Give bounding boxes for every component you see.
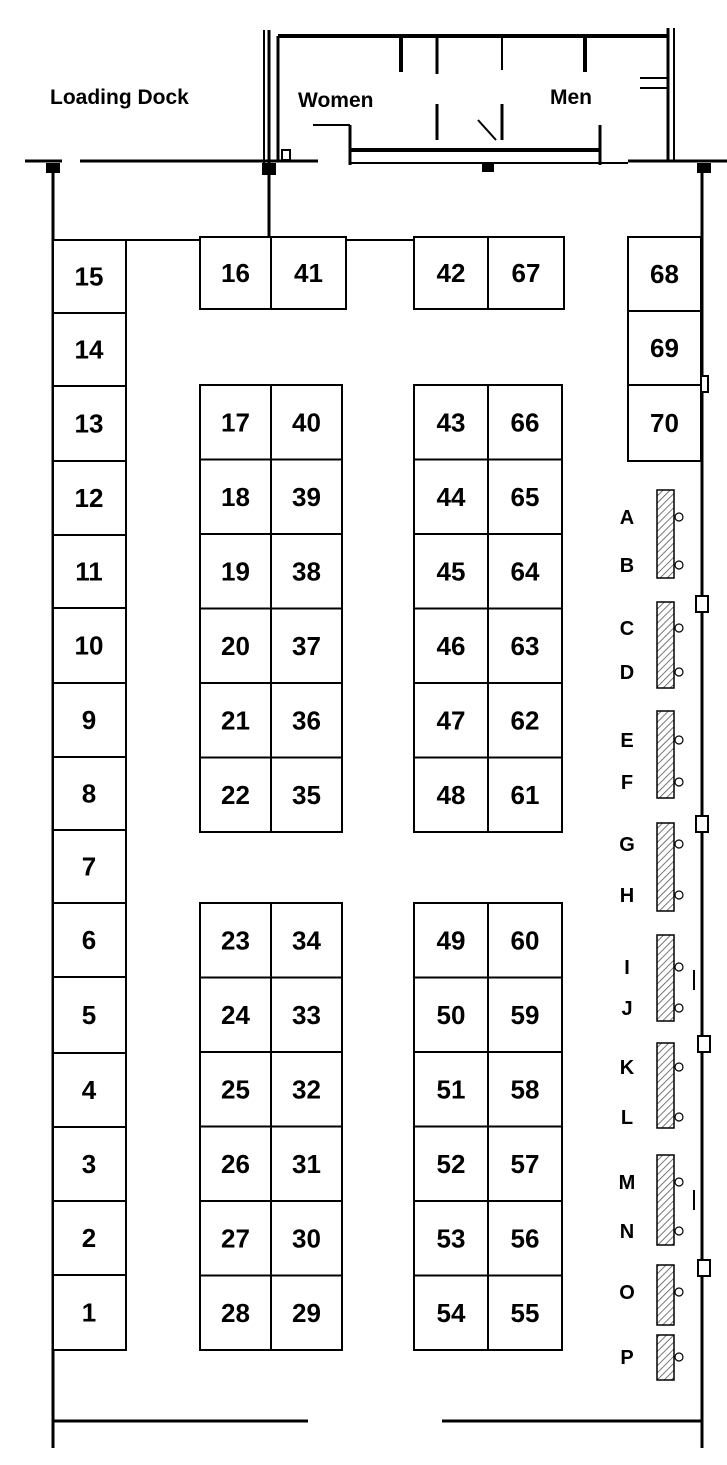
table-block <box>657 1265 674 1325</box>
men-restroom-label: Men <box>550 86 592 109</box>
booth-number: 16 <box>221 258 250 288</box>
table-block <box>657 1335 674 1380</box>
booth-number: 59 <box>510 999 540 1030</box>
booth[interactable] <box>414 237 488 309</box>
booth[interactable] <box>200 903 271 978</box>
booth-number: 61 <box>510 779 540 810</box>
table-label[interactable]: B <box>619 555 635 577</box>
table-label[interactable]: K <box>619 1057 635 1079</box>
chair-icon <box>675 668 683 676</box>
booth-number: 54 <box>436 1297 466 1328</box>
booth-number: 27 <box>221 1223 250 1254</box>
booth-number: 25 <box>221 1074 250 1105</box>
booth[interactable] <box>488 1201 562 1276</box>
booth-number: 64 <box>510 556 540 587</box>
table-label[interactable]: A <box>619 507 635 529</box>
booth[interactable] <box>271 1276 342 1351</box>
chair-icon <box>675 1063 683 1071</box>
booth[interactable] <box>271 978 342 1053</box>
booth-number: 6 <box>81 925 97 955</box>
table-label[interactable]: O <box>619 1282 635 1304</box>
booth-number: 5 <box>81 1000 97 1030</box>
booth[interactable] <box>271 534 342 609</box>
table-label[interactable]: C <box>619 618 635 640</box>
table-label[interactable]: F <box>620 772 634 794</box>
booth[interactable] <box>271 460 342 535</box>
booth-number: 13 <box>74 408 104 439</box>
booth[interactable] <box>414 1276 488 1351</box>
booth[interactable] <box>53 461 126 535</box>
booth[interactable] <box>414 683 488 758</box>
chair-icon <box>675 1113 683 1121</box>
booth[interactable] <box>488 237 564 309</box>
booth[interactable] <box>488 460 562 535</box>
booth[interactable] <box>53 535 126 608</box>
booth-number: 51 <box>436 1074 466 1105</box>
chair-icon <box>675 561 683 569</box>
booth[interactable] <box>200 237 271 309</box>
booth[interactable] <box>488 903 562 978</box>
booths <box>53 237 701 1350</box>
booth-number: 2 <box>81 1223 97 1253</box>
booth[interactable] <box>53 1127 126 1201</box>
chair-icon <box>675 1178 683 1186</box>
booth[interactable] <box>200 1201 271 1276</box>
booth[interactable] <box>53 757 126 830</box>
booth-number: 60 <box>510 925 540 956</box>
booth-number: 23 <box>221 925 250 956</box>
booth[interactable] <box>414 758 488 833</box>
booth-number: 28 <box>221 1297 250 1328</box>
table-label[interactable]: P <box>620 1347 634 1369</box>
booth-number: 24 <box>221 999 250 1030</box>
booth-number: 36 <box>292 705 321 736</box>
booth-number: 34 <box>292 925 321 956</box>
booth[interactable] <box>271 903 342 978</box>
booth[interactable] <box>488 385 562 460</box>
chair-icon <box>675 963 683 971</box>
booth-number: 67 <box>511 258 541 288</box>
booth-number: 21 <box>221 705 250 736</box>
table-block <box>657 823 674 911</box>
tables <box>619 490 683 1380</box>
booth[interactable] <box>414 1201 488 1276</box>
booth[interactable] <box>200 460 271 535</box>
booth[interactable] <box>414 903 488 978</box>
chair-icon <box>675 778 683 786</box>
booth-number: 50 <box>436 999 466 1030</box>
booth[interactable] <box>488 609 562 684</box>
booth[interactable] <box>53 903 126 977</box>
booth-number: 17 <box>221 407 250 438</box>
booth-number: 31 <box>292 1148 321 1179</box>
booth[interactable] <box>414 385 488 460</box>
chair-icon <box>675 1004 683 1012</box>
booth-number: 48 <box>436 779 466 810</box>
booth[interactable] <box>200 534 271 609</box>
booth-number: 57 <box>510 1148 540 1179</box>
booth-number: 10 <box>74 630 104 661</box>
booth[interactable] <box>200 1127 271 1202</box>
booth[interactable] <box>414 1052 488 1127</box>
booth-number: 53 <box>436 1223 466 1254</box>
booth-number: 62 <box>510 705 540 736</box>
booth[interactable] <box>53 608 126 683</box>
booth[interactable] <box>488 758 562 833</box>
booth[interactable] <box>488 1052 562 1127</box>
chair-icon <box>675 624 683 632</box>
table-label[interactable]: E <box>620 730 634 752</box>
booth[interactable] <box>271 609 342 684</box>
booth[interactable] <box>200 683 271 758</box>
booth-number: 43 <box>436 407 466 438</box>
booth-number: 45 <box>436 556 466 587</box>
booth[interactable] <box>53 830 126 903</box>
booth-number: 3 <box>81 1149 97 1179</box>
booth[interactable] <box>628 237 701 311</box>
booth[interactable] <box>628 311 701 385</box>
table-label[interactable]: N <box>619 1221 635 1243</box>
booth-number: 19 <box>221 556 250 587</box>
booth-number: 15 <box>74 261 104 292</box>
booth[interactable] <box>53 1201 126 1275</box>
table-block <box>657 602 674 688</box>
chair-icon <box>675 513 683 521</box>
booth-number: 39 <box>292 481 321 512</box>
booth[interactable] <box>271 758 342 833</box>
booth-number: 29 <box>292 1297 321 1328</box>
booth[interactable] <box>53 240 126 313</box>
booth[interactable] <box>53 386 126 461</box>
booth[interactable] <box>53 683 126 757</box>
table-label[interactable]: H <box>619 885 635 907</box>
booth[interactable] <box>488 1276 562 1351</box>
booth[interactable] <box>271 683 342 758</box>
booth-number: 35 <box>292 779 321 810</box>
booth-number: 46 <box>436 630 466 661</box>
booth-number: 63 <box>510 630 540 661</box>
chair-icon <box>675 1353 683 1361</box>
booth-number: 41 <box>294 258 323 288</box>
booth-number: 40 <box>292 407 321 438</box>
booth-number: 30 <box>292 1223 321 1254</box>
booth[interactable] <box>53 977 126 1053</box>
booth-number: 18 <box>221 481 250 512</box>
booth-number: 20 <box>221 630 250 661</box>
table-block <box>657 490 674 578</box>
table-label[interactable]: D <box>619 662 635 684</box>
booth[interactable] <box>271 1052 342 1127</box>
table-block <box>657 1043 674 1128</box>
booth-number: 44 <box>436 481 466 512</box>
booth-number: 52 <box>436 1148 466 1179</box>
booth-number: 37 <box>292 630 321 661</box>
booth-number: 22 <box>221 779 250 810</box>
booth[interactable] <box>628 385 701 461</box>
table-label[interactable]: J <box>621 998 633 1020</box>
booth[interactable] <box>488 534 562 609</box>
chair-icon <box>675 736 683 744</box>
booth-number: 8 <box>81 778 97 809</box>
booth[interactable] <box>414 609 488 684</box>
booth-number: 47 <box>436 705 466 736</box>
booth[interactable] <box>488 683 562 758</box>
booth-number: 69 <box>650 333 679 363</box>
booth-number: 70 <box>650 408 679 438</box>
booth-number: 49 <box>436 925 466 956</box>
booth-number: 12 <box>74 483 104 513</box>
table-label[interactable]: M <box>618 1172 636 1194</box>
booth[interactable] <box>488 1127 562 1202</box>
booth-number: 14 <box>74 334 104 365</box>
table-block <box>657 711 674 798</box>
booth-number: 42 <box>436 258 466 288</box>
booth[interactable] <box>53 1275 126 1350</box>
booth[interactable] <box>488 978 562 1053</box>
booth-number: 26 <box>221 1148 250 1179</box>
booth-number: 9 <box>81 705 97 735</box>
booth-number: 7 <box>81 851 97 882</box>
booth-number: 66 <box>510 407 540 438</box>
booth[interactable] <box>414 978 488 1053</box>
booth-number: 33 <box>292 999 321 1030</box>
women-restroom-label: Women <box>298 89 374 112</box>
booth[interactable] <box>200 385 271 460</box>
chair-icon <box>675 891 683 899</box>
booth[interactable] <box>414 460 488 535</box>
loading-dock-label: Loading Dock <box>50 86 189 109</box>
booth-number: 38 <box>292 556 321 587</box>
booth[interactable] <box>53 1053 126 1127</box>
booth[interactable] <box>200 1276 271 1351</box>
booth[interactable] <box>414 1127 488 1202</box>
booth[interactable] <box>200 1052 271 1127</box>
booth[interactable] <box>271 1201 342 1276</box>
booth-number: 32 <box>292 1074 321 1105</box>
table-label[interactable]: I <box>624 957 630 979</box>
chair-icon <box>675 840 683 848</box>
booth-number: 55 <box>510 1297 540 1328</box>
chair-icon <box>675 1288 683 1296</box>
booth-number: 58 <box>510 1074 540 1105</box>
booth-number: 65 <box>510 481 540 512</box>
booth-number: 11 <box>75 556 103 587</box>
booth[interactable] <box>271 385 342 460</box>
booth[interactable] <box>200 758 271 833</box>
booth-number: 56 <box>510 1223 540 1254</box>
table-block <box>657 1155 674 1245</box>
booth[interactable] <box>271 237 346 309</box>
booth-number: 4 <box>81 1075 97 1105</box>
table-label[interactable]: L <box>620 1107 634 1129</box>
booth[interactable] <box>271 1127 342 1202</box>
table-label[interactable]: G <box>619 834 635 856</box>
booth-number: 1 <box>81 1297 97 1328</box>
booth[interactable] <box>200 609 271 684</box>
booth[interactable] <box>53 313 126 386</box>
booth-number: 68 <box>650 259 679 289</box>
chair-icon <box>675 1227 683 1235</box>
booth[interactable] <box>200 978 271 1053</box>
table-block <box>657 935 674 1021</box>
booth[interactable] <box>414 534 488 609</box>
